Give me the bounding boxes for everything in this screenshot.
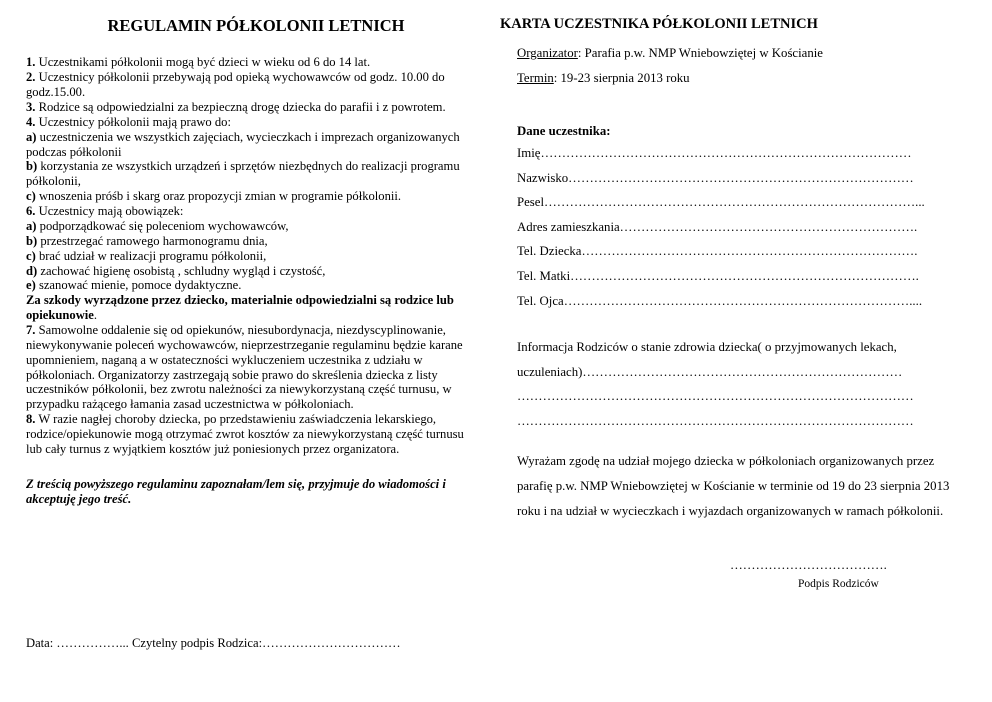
list-item: a) podporządkować się poleceniom wychowawców, [26,218,289,233]
acceptance-statement: Z treścią powyższego regulaminu zapoznałam/lem się, przyjmuje do wiadomości i akceptuję jego treść. [26,476,446,506]
parent-signature-label: Podpis Rodziców [798,578,879,590]
health-info-line[interactable]: ………………………………………………………………………………… [517,413,914,428]
list-item: 7. Samowolne oddalenie się od opiekunów, niesubordynacja, niezdyscyplinowanie, [26,322,446,337]
surname-field[interactable]: Nazwisko……………………………………………………………………… [517,170,914,185]
regulations-list [26,55,466,456]
health-info-line[interactable]: ………………………………………………………………………………… [517,389,914,404]
date-signature-line: Data: ……………... Czytelny podpis Rodzica:…………………………… [26,636,401,650]
list-item-continuation: upomnieniem, naganą a w ostateczności wykluczeniem uczestnika z udziału w półkoloniach. Organizatorzy zastrzegają sobie prawo do skreślenia dziecka z listy uczestników półkolonii, bez zwrotu należności za niewykorzystaną część turnusu, w przypadku rażącego łamania zasad uczestnictwa w półkoloniach. [26,352,452,412]
list-item: d) zachować higienę osobistą , schludny wygląd i czystość, [26,263,326,278]
parental-consent-text: Wyrażam zgodę na udział mojego dziecka w półkoloniach organizowanych przez parafię p.w. NMP Wniebowziętej w Kościanie w terminie od 19 do 23 sierpnia 2013 roku i na udział w wycieczkach i wyjazdach organizowanych w ramach półkolonii. [517,454,950,518]
name-field[interactable]: Imię…………………………………………………………………………… [517,146,912,160]
health-info-section [517,335,957,433]
address-field[interactable]: Adres zamieszkania……………………………………………………………. [517,219,918,234]
regulations-title: REGULAMIN PÓŁKOLONII LETNICH [107,16,405,35]
list-item: 6. Uczestnicy mają obowiązek: [26,204,184,219]
pesel-field[interactable]: Pesel……………………………………………………………………………... [517,195,925,210]
list-item: 4. Uczestnicy półkolonii mają prawo do: [26,114,231,129]
participant-card-column [500,16,970,590]
list-item: 1. Uczestnikami półkolonii mogą być dzieci w wieku od 6 do 14 lat. [26,55,371,70]
parent-signature-line[interactable]: ………………………………. [730,558,887,572]
list-item: e) szanować mienie, pomoce dydaktyczne. [26,278,242,293]
list-item: 2. Uczestnicy półkolonii przebywają pod opieką wychowawców od godz. 10.00 do godz.15.00. [26,70,445,100]
regulations-column [26,12,466,650]
father-phone-field[interactable]: Tel. Ojca……………………………………………………………………….... [517,293,923,308]
liability-note: Za szkody wyrządzone przez dziecko, materialnie odpowiedzialni są rodzice lub opiekunowie. [26,293,454,323]
list-item: b) korzystania ze wszystkich urządzeń i sprzętów niezbędnych do realizacji programu półkolonii, [26,159,460,189]
list-item: b) przestrzegać ramowego harmonogramu dnia, [26,233,268,248]
organizer-line: Organizator: Parafia p.w. NMP Wniebowziętej w Kościanie [517,46,823,60]
child-phone-field[interactable]: Tel. Dziecka……………………………………………………………………. [517,244,918,259]
list-item: 3. Rodzice są odpowiedzialni za bezpieczną drogę dziecka do parafii i z powrotem. [26,100,446,115]
health-info-text[interactable]: Informacja Rodziców o stanie zdrowia dziecka( o przyjmowanych lekach, uczuleniach)………………………………………………………………… [517,340,903,379]
list-item: 8. W razie nagłej choroby dziecka, po przedstawieniu zaświadczenia lekarskiego, rodzice/opiekunowie mogą otrzymać zwrot kosztów za niewykorzystaną część turnusu lub cały turnus z wyjątkiem kosztów już poniesionych przez organizatora. [26,412,464,456]
participant-card-title: KARTA UCZESTNIKA PÓŁKOLONII LETNICH [500,16,818,32]
list-item: c) brać udział w realizacji programu półkolonii, [26,248,267,263]
term-line: Termin: 19-23 sierpnia 2013 roku [517,71,690,85]
list-item: a) uczestniczenia we wszystkich zajęciach, wycieczkach i imprezach organizowanych podczas półkolonii [26,129,460,159]
list-item-continuation: niewykonywanie poleceń wychowawców, nieprzestrzeganie regulaminu będzie karane [26,337,463,352]
participant-data-heading: Dane uczestnika: [517,124,611,138]
mother-phone-field[interactable]: Tel. Matki………………………………………………………………………. [517,268,919,283]
list-item: c) wnoszenia próśb i skarg oraz propozycji zmian w programie półkolonii. [26,189,402,204]
